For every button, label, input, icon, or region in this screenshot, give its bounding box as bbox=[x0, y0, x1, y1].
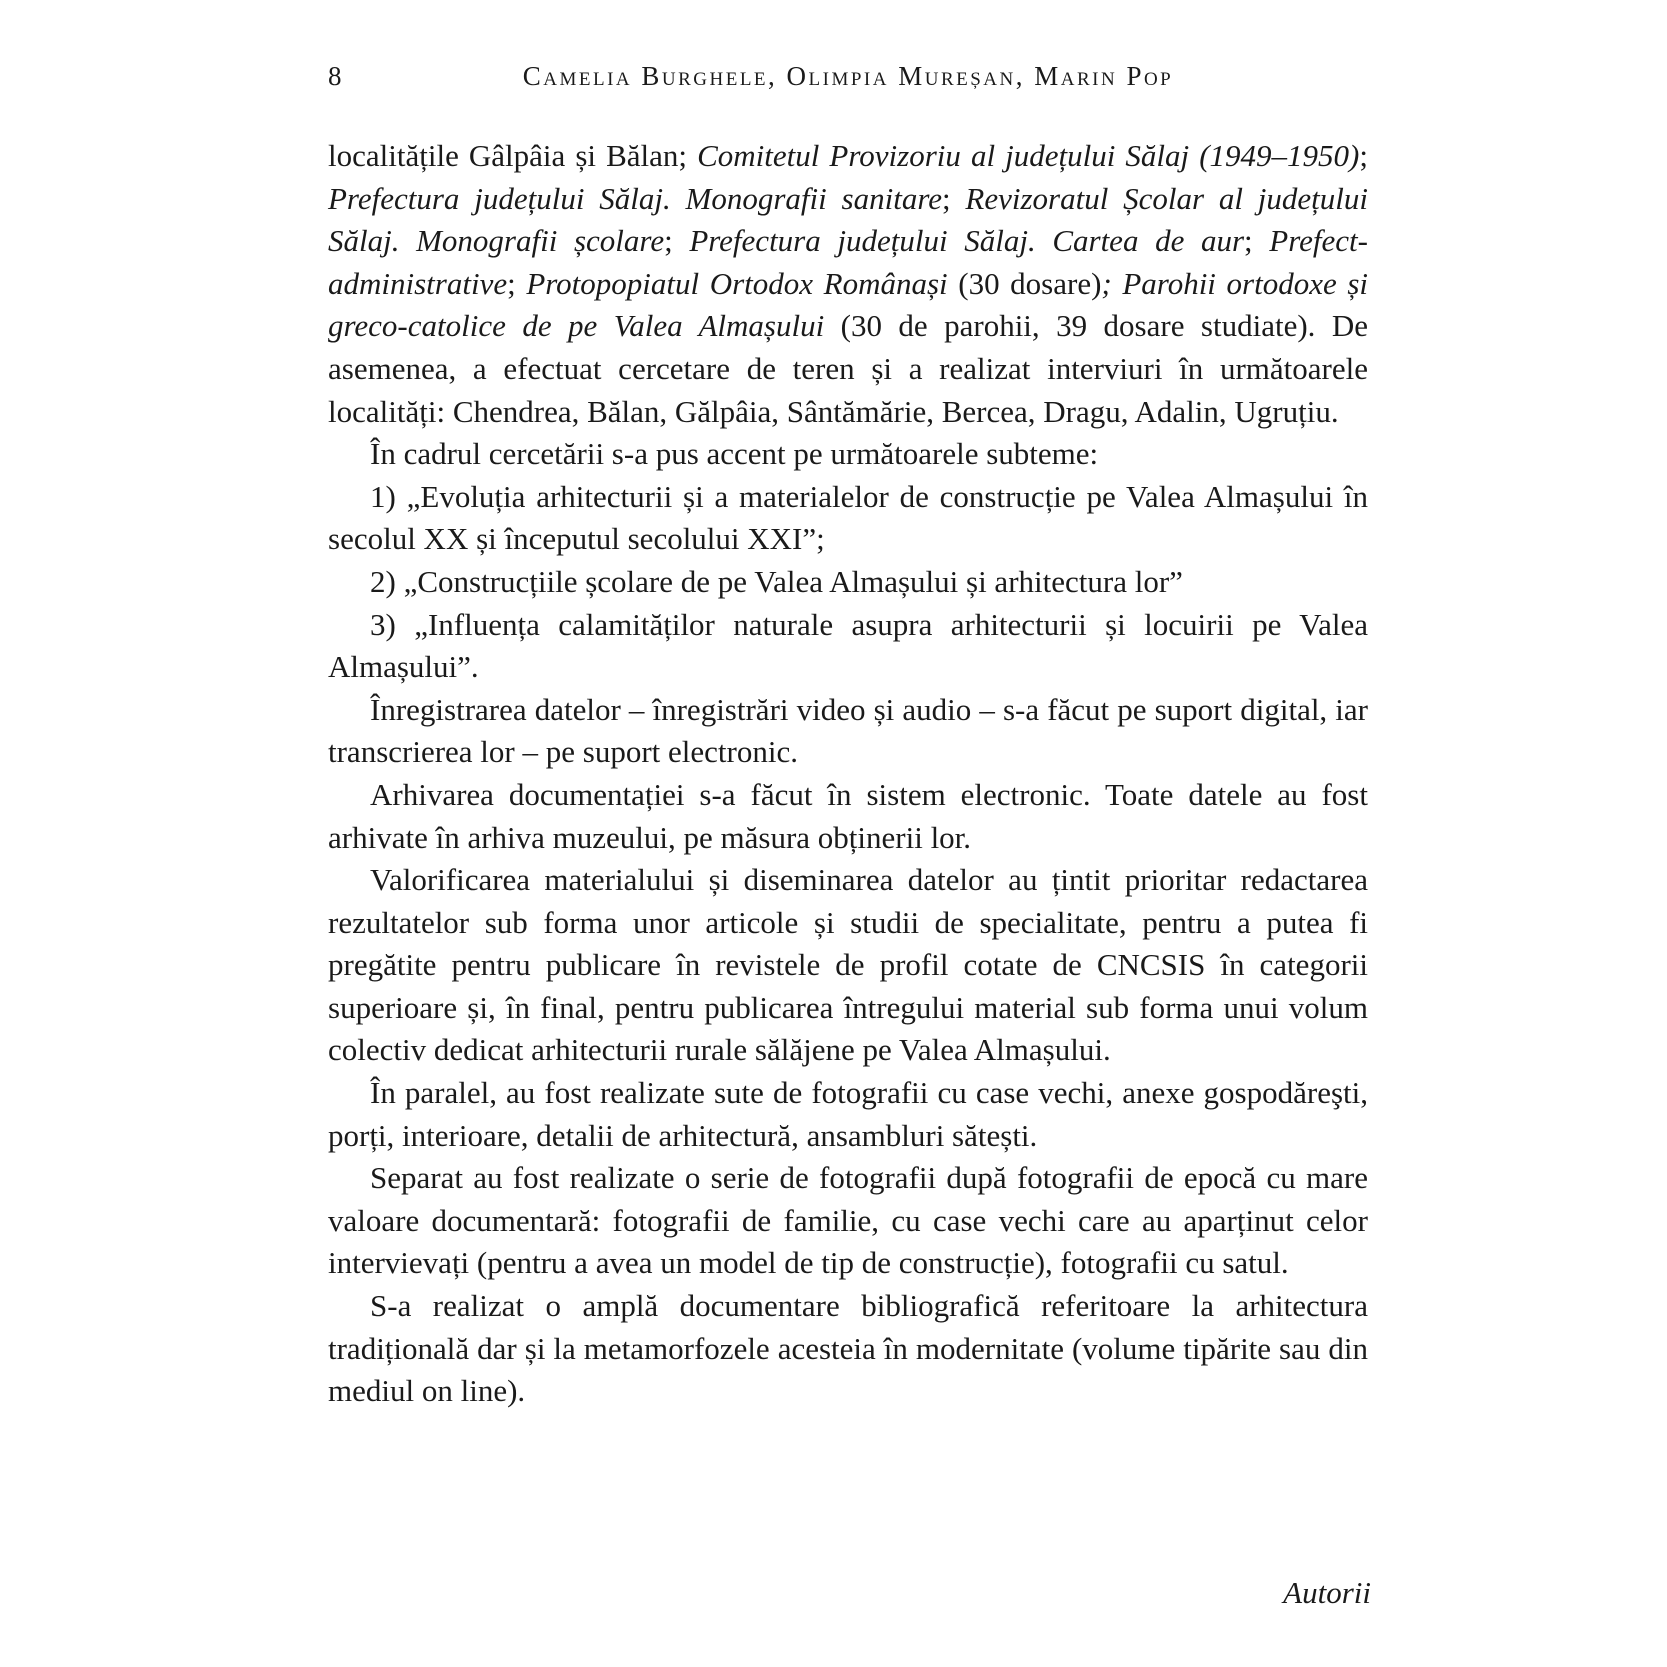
italic-text-run: Protopopiatul Ortodox Românași bbox=[526, 265, 948, 301]
paragraph bbox=[328, 604, 1368, 689]
paragraph bbox=[328, 135, 1368, 433]
text-run: ; bbox=[507, 265, 527, 301]
text-run: Separat au fost realizate o serie de fotografii după fotografii de epocă cu mare valoare documentară: fotografii de familie, cu case vechi care au aparținut celor intervievați (pentru a avea un model de tip de construcție), fotografii cu satul. bbox=[328, 1160, 1368, 1281]
paragraph bbox=[328, 1072, 1368, 1157]
italic-text-run: ; Parohii ortodoxe și greco-catolice de pe Valea Almașului bbox=[328, 265, 1368, 344]
paragraph bbox=[328, 1285, 1368, 1413]
paragraph bbox=[328, 476, 1368, 561]
text-run: ; bbox=[1359, 138, 1368, 173]
paragraph bbox=[328, 433, 1368, 476]
text-run: 3) „Influența calamităților naturale asupra arhitecturii și locuirii pe Valea Almașului”. bbox=[328, 606, 1368, 685]
italic-text-run: Prefect-administrative bbox=[328, 223, 1368, 301]
signature: Autorii bbox=[1283, 1575, 1371, 1610]
text-run: 1) „Evoluția arhitecturii și a materialelor de construcție pe Valea Almașului în secolul XX și începutul secolului XXI”; bbox=[328, 478, 1368, 557]
text-run: ; bbox=[664, 223, 690, 259]
text-run: Valorificarea materialului și diseminarea datelor au țintit prioritar redactarea rezultatelor sub forma unor articole și studii de specialitate, pentru a putea fi pregătite pentru publicare în revistele de profil cotate de CNCSIS în categorii superioare și, în final, pentru publicarea întregului material sub forma unui volum colectiv dedicat arhitecturii rurale sălăjene pe Valea Almașului. bbox=[328, 862, 1368, 1068]
italic-text-run: Comitetul Provizoriu al județului Sălaj (1949–1950) bbox=[697, 138, 1360, 173]
italic-text-run: Revizoratul Școlar al județului Sălaj. Monografii școlare bbox=[328, 180, 1368, 259]
italic-text-run: Prefectura județului Sălaj. Cartea de aur bbox=[689, 223, 1245, 259]
text-run: (30 dosare) bbox=[947, 265, 1102, 301]
text-run: 2) „Construcțiile școlare de pe Valea Almașului și arhitectura lor” bbox=[370, 563, 1183, 599]
paragraph bbox=[328, 1157, 1368, 1285]
header-authors: Camelia Burghele, Olimpia Mureșan, Marin Pop bbox=[522, 61, 1174, 91]
paragraph bbox=[328, 859, 1368, 1072]
text-run: În paralel, au fost realizate sute de fotografii cu case vechi, anexe gospodăreşti, porți, interioare, detalii de arhitectură, ansambluri sătești. bbox=[328, 1075, 1368, 1153]
paragraph bbox=[328, 689, 1368, 774]
text-run: ; bbox=[942, 180, 966, 216]
italic-text-run: Prefectura județului Sălaj. Monografii sanitare bbox=[328, 180, 942, 216]
text-run: Arhivarea documentației s-a făcut în sistem electronic. Toate datele au fost arhivate în arhiva muzeului, pe măsura obținerii lor. bbox=[328, 776, 1368, 855]
paragraph bbox=[328, 774, 1368, 859]
text-run: În cadrul cercetării s-a pus accent pe următoarele subteme: bbox=[370, 436, 1099, 472]
running-head bbox=[328, 56, 1368, 96]
text-run: ; bbox=[1244, 223, 1270, 259]
paragraph bbox=[328, 561, 1368, 604]
page-number: 8 bbox=[328, 61, 342, 91]
body-text bbox=[328, 135, 1368, 1413]
text-run: Înregistrarea datelor – înregistrări video și audio – s-a făcut pe suport digital, iar transcrierea lor – pe suport electronic. bbox=[328, 691, 1368, 770]
text-run: S-a realizat o amplă documentare bibliografică referitoare la arhitectura tradițională dar și la metamorfozele acesteia în modernitate (volume tipărite sau din mediul on line). bbox=[328, 1288, 1368, 1409]
text-run: (30 de parohii, 39 dosare studiate). De asemenea, a efectuat cercetare de teren și a realizat interviuri în următoarele localități: Chendrea, Bălan, Gălpâia, Sântămărie, Bercea, Dragu, Adalin, Ugruțiu. bbox=[328, 308, 1368, 429]
text-run: localitățile Gâlpâia și Bălan; bbox=[328, 138, 698, 173]
